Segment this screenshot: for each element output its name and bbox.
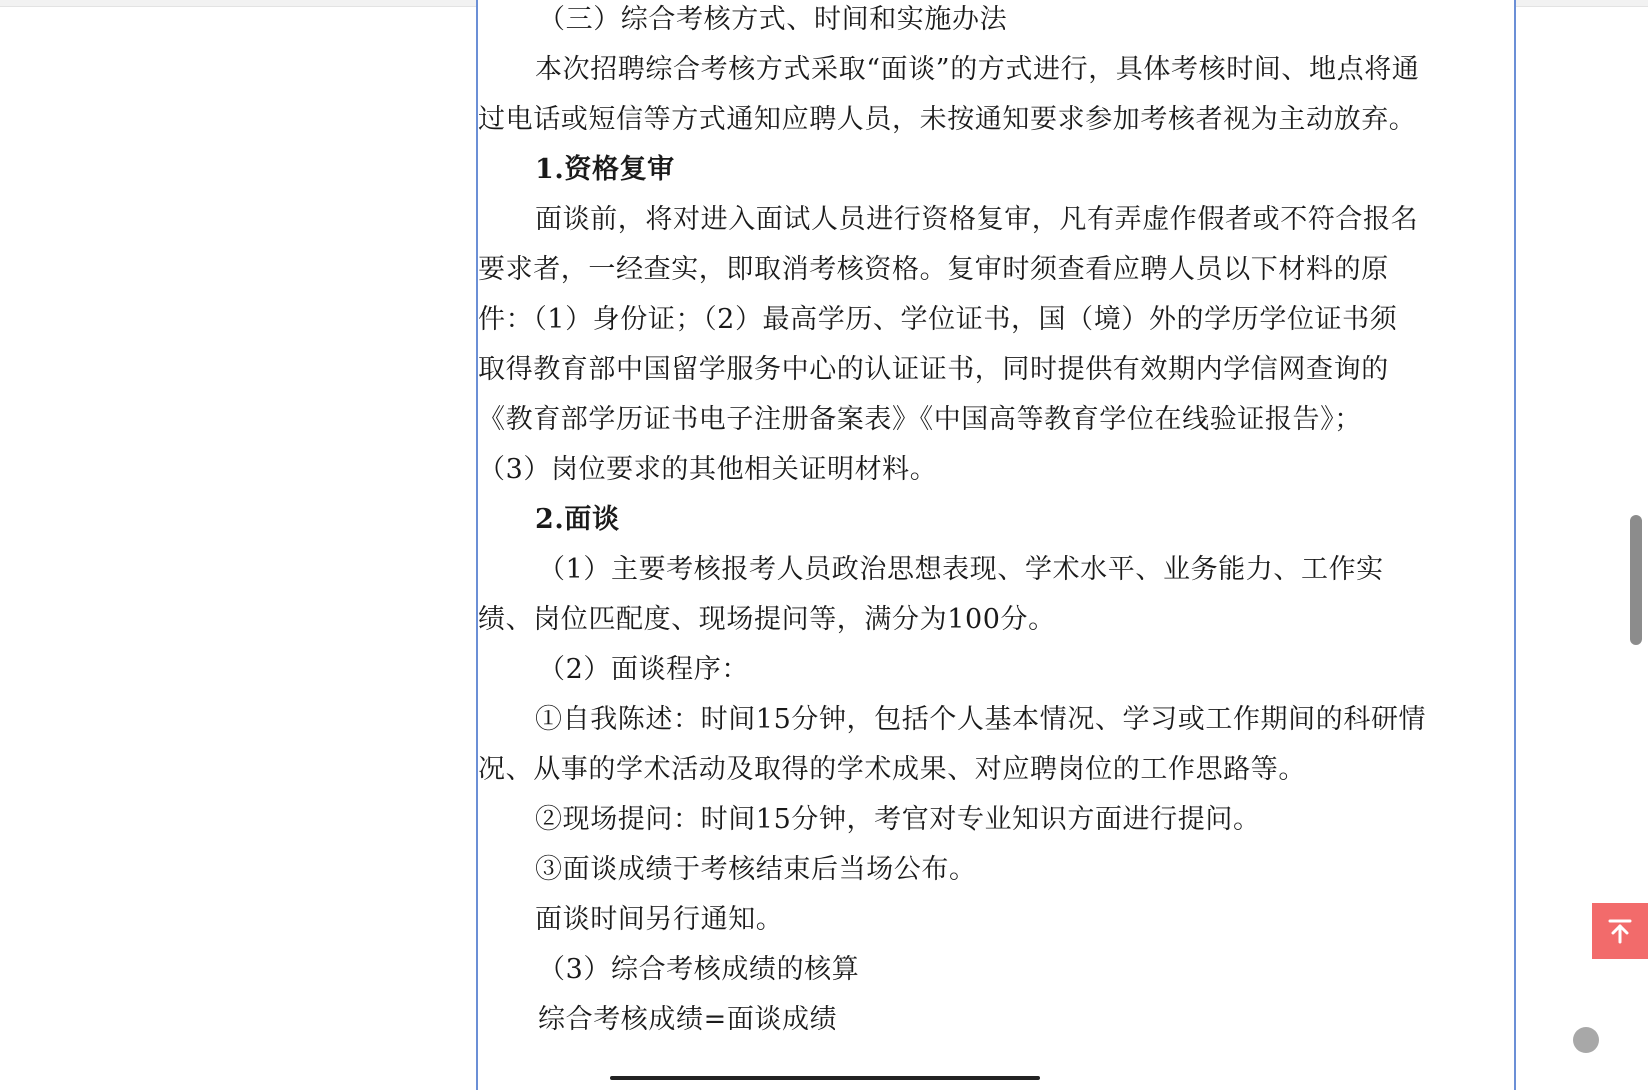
paragraph-line: （3）综合考核成绩的核算 [538, 954, 860, 985]
scrollbar-thumb[interactable] [1630, 515, 1642, 645]
subheading-interview: 2.面谈 [535, 504, 620, 535]
arrow-up-to-line-icon [1606, 917, 1634, 945]
subheading-qualification-review: 1.资格复审 [535, 154, 675, 185]
paragraph-line: 面谈前，将对进入面试人员进行资格复审，凡有弄虚作假者或不符合报名 [535, 204, 1419, 235]
paragraph-line: 况、从事的学术活动及取得的学术成果、对应聘岗位的工作思路等。 [478, 754, 1306, 785]
paragraph-line: （3）岗位要求的其他相关证明材料。 [478, 454, 938, 485]
paragraph-line: 过电话或短信等方式通知应聘人员，未按通知要求参加考核者视为主动放弃。 [478, 104, 1417, 135]
paragraph-line: 件：（1）身份证；（2）最高学历、学位证书，国（境）外的学历学位证书须 [478, 304, 1398, 335]
paragraph-line: 《教育部学历证书电子注册备案表》《中国高等教育学位在线验证报告》； [478, 404, 1362, 435]
back-to-top-button[interactable] [1592, 903, 1648, 959]
partially-visible-line [610, 1076, 1040, 1080]
paragraph-line: ②现场提问：时间15分钟，考官对专业知识方面进行提问。 [535, 804, 1261, 835]
paragraph-line: 绩、岗位匹配度、现场提问等，满分为100分。 [478, 604, 1056, 635]
paragraph-line: 综合考核成绩=面谈成绩 [538, 1004, 838, 1035]
paragraph-line: （1）主要考核报考人员政治思想表现、学术水平、业务能力、工作实 [538, 554, 1384, 585]
paragraph-line: 面谈时间另行通知。 [535, 904, 784, 935]
floating-assist-dot[interactable] [1573, 1027, 1599, 1053]
document-page [476, 0, 1516, 1090]
paragraph-line: 本次招聘综合考核方式采取“面谈”的方式进行，具体考核时间、地点将通 [535, 54, 1420, 85]
section-heading: （三）综合考核方式、时间和实施办法 [538, 4, 1008, 35]
paragraph-line: ③面谈成绩于考核结束后当场公布。 [535, 854, 977, 885]
paragraph-line: （2）面谈程序： [538, 654, 749, 685]
paragraph-line: 要求者，一经查实，即取消考核资格。复审时须查看应聘人员以下材料的原 [478, 254, 1389, 285]
paragraph-line: 取得教育部中国留学服务中心的认证证书，同时提供有效期内学信网查询的 [478, 354, 1389, 385]
paragraph-line: ①自我陈述：时间15分钟，包括个人基本情况、学习或工作期间的科研情 [535, 704, 1427, 735]
